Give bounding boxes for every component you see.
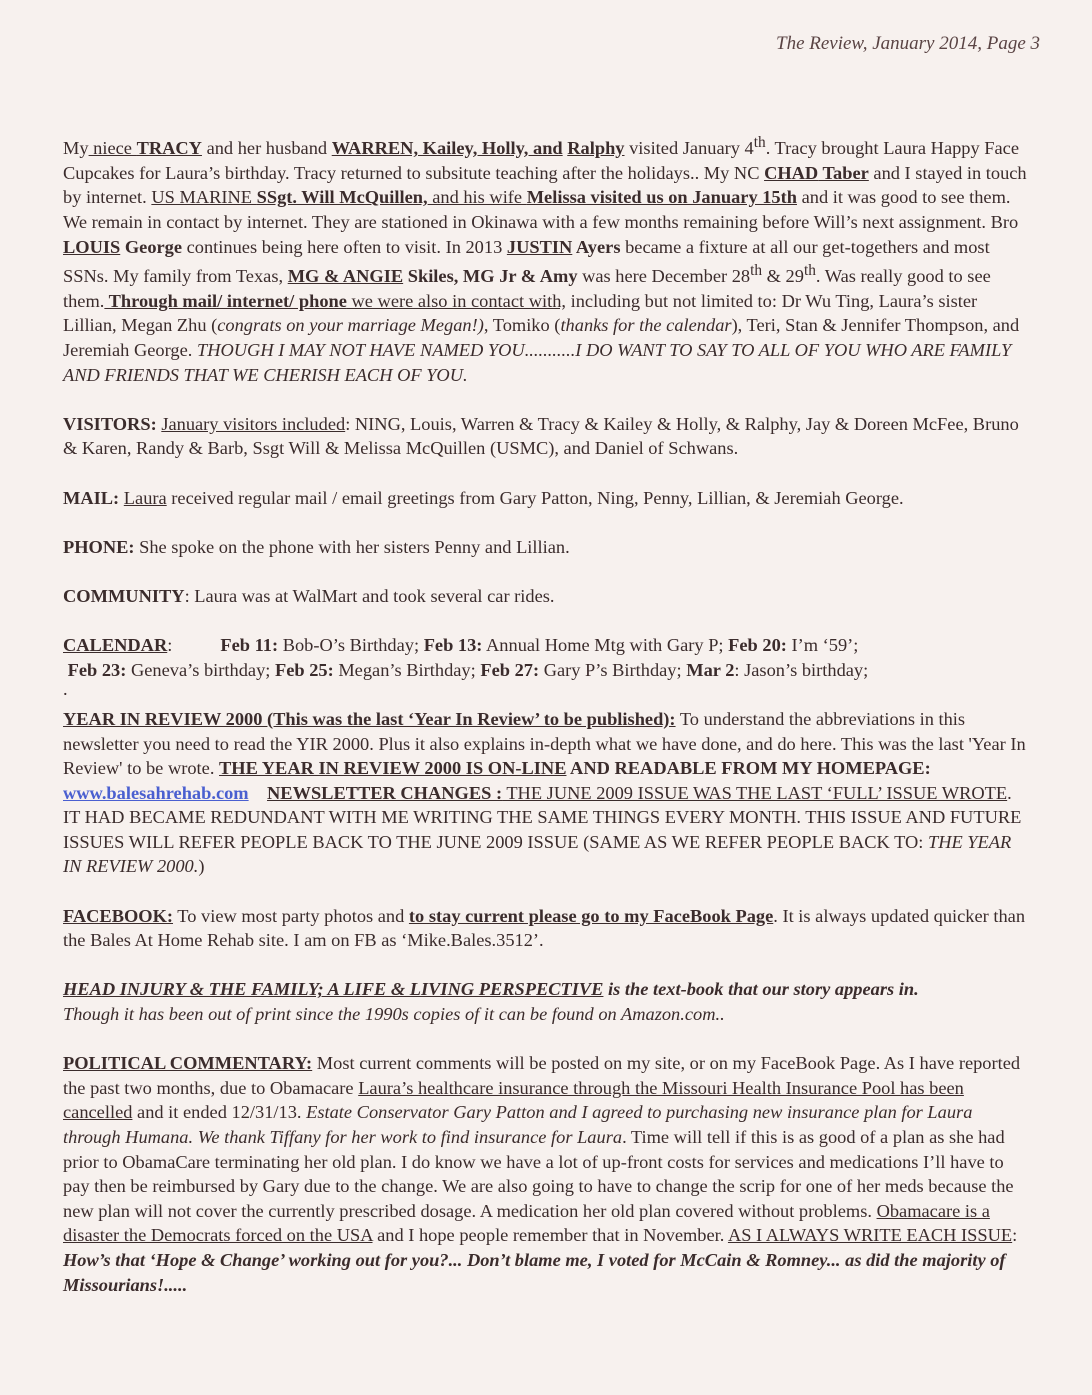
calendar-section: CALENDAR: Feb 11: Bob-O’s Birthday; Feb 13: Annual Home Mtg with Gary P; Feb 20: I’m ‘59’; Feb 23: Geneva’s birthday; Feb 25: Megan’s Birthday; Feb 27: Gary P’s Birthday; Mar 2: Jason’s birthday; [63, 635, 869, 680]
mail-label: MAIL: [63, 487, 120, 508]
phone-label: PHONE: [63, 536, 135, 557]
book-section: HEAD INJURY & THE FAMILY; A LIFE & LIVING PERSPECTIVE is the text-book that our story appears in. Though it has been out of print since the 1990s copies of it can be found on Amazon.com.. [63, 979, 919, 1025]
intro-paragraph: My niece TRACY and her husband WARREN, Kailey, Holly, and Ralphy visited January 4th. Tracy brought Laura Happy Face Cupcakes for Laura’s birthday. Tracy returned to subsitute teaching after the holidays.. My NC CHAD Taber and I stayed in touch by internet. US MARINE SSgt. Will McQuillen, and his wife Melissa visited us on January 15th and it was good to see them. We remain in contact by internet. They are stationed in Okinawa with a few months remaining before Will’s next assignment. Bro LOUIS George continues being here often to visit. In 2013 JUSTIN Ayers became a fixture at all our get-togethers and most SSNs. My family from Texas, MG & ANGIE Skiles, MG Jr & Amy was here December 28th & 29th. Was really good to see them. Through mail/ internet/ phone we were also in contact with, including but not limited to: Dr Wu Ting, Laura’s sister Lillian, Megan Zhu (congrats on your marriage Megan!), Tomiko (thanks for the calendar), Teri, Stan & Jennifer Thompson, and Jeremiah George. THOUGH I MAY NOT HAVE NAMED YOU...........I DO WANT TO SAY TO ALL OF YOU WHO ARE FAMILY AND FRIENDS THAT WE CHERISH EACH OF YOU. [63, 134, 1027, 385]
facebook-page-link[interactable]: to stay current please go to my FaceBook Page [408, 905, 774, 926]
facebook-section: FACEBOOK: To view most party photos and to stay current please go to my FaceBook Page. It is always updated quicker than the Bales At Home Rehab site. I am on FB as ‘Mike.Bales.3512’. [63, 905, 1026, 951]
book-title: HEAD INJURY & THE FAMILY; A LIFE & LIVING PERSPECTIVE [63, 979, 604, 1000]
visitors-section: VISITORS: January visitors included: NING, Louis, Warren & Tracy & Kailey & Holly, & Ralphy, Jay & Doreen McFee, Bruno & Karen, Randy & Barb, Ssgt Will & Melissa McQuillen (USMC), and Daniel of Schwans. [63, 413, 1019, 459]
political-section: POLITICAL COMMENTARY: Most current comments will be posted on my site, or on my FaceBook Page. As I have reported the past two months, due to Obamacare Laura’s healthcare insurance through the Missouri Health Insurance Pool has been cancelled and it ended 12/31/13. Estate Conservator Gary Patton and I agreed to purchasing new insurance plan for Laura through Humana. We thank Tiffany for her work to find insurance for Laura. Time will tell if this is as good of a plan as she had prior to ObamaCare terminating her old plan. I do know we have a lot of up-front costs for services and medications I’ll have to pay then be reimbursed by Gary due to the change. We are also going to have to change the scrip for one of her meds because the new plan will not cover the currently prescribed dosage. A medication her old plan covered without problems. Obamacare is a disaster the Democrats forced on the USA and I hope people remember that in November. AS I ALWAYS WRITE EACH ISSUE: How’s that ‘Hope & Change’ working out for you?... Don’t blame me, I voted for McCain & Romney... as did the majority of Missourians!..... [63, 1053, 1021, 1295]
year-in-review-label: YEAR IN REVIEW 2000 (This was the last ‘Year In Review’ to be published): [63, 708, 676, 729]
phone-section: PHONE: She spoke on the phone with her sisters Penny and Lillian. [63, 536, 570, 557]
community-label: COMMUNITY [63, 585, 185, 606]
stray-dot: . [63, 679, 68, 700]
calendar-label: CALENDAR [63, 635, 168, 656]
year-in-review-section: YEAR IN REVIEW 2000 (This was the last ‘Year In Review’ to be published): To understand the abbreviations in this newsletter you need to read the YIR 2000. Plus it also explains in-depth what we have done, and do here. This was the last 'Year In Review' to be wrote. THE YEAR IN REVIEW 2000 IS ON-LINE AND READABLE FROM MY HOMEPAGE: www.balesahrehab.com NEWSLETTER CHANGES : THE JUNE 2009 ISSUE WAS THE LAST ‘FULL’ ISSUE WROTE. IT HAD BECAME REDUNDANT WITH ME WRITING THE SAME THINGS EVERY MONTH. THIS ISSUE AND FUTURE ISSUES WILL REFER PEOPLE BACK TO THE JUNE 2009 ISSUE (SAME AS WE REFER PEOPLE BACK TO: THE YEAR IN REVIEW 2000.) [63, 708, 1026, 877]
community-section: COMMUNITY: Laura was at WalMart and took several car rides. [63, 585, 555, 606]
political-label: POLITICAL COMMENTARY: [63, 1053, 313, 1074]
page-content [63, 131, 1031, 1322]
visitors-label: VISITORS: [63, 413, 157, 434]
mail-section: MAIL: Laura received regular mail / email greetings from Gary Patton, Ning, Penny, Lillian, & Jeremiah George. [63, 487, 904, 508]
homepage-link[interactable]: www.balesahrehab.com [63, 782, 249, 803]
facebook-label: FACEBOOK: [63, 905, 174, 926]
page-header: The Review, January 2014, Page 3 [776, 33, 1040, 54]
